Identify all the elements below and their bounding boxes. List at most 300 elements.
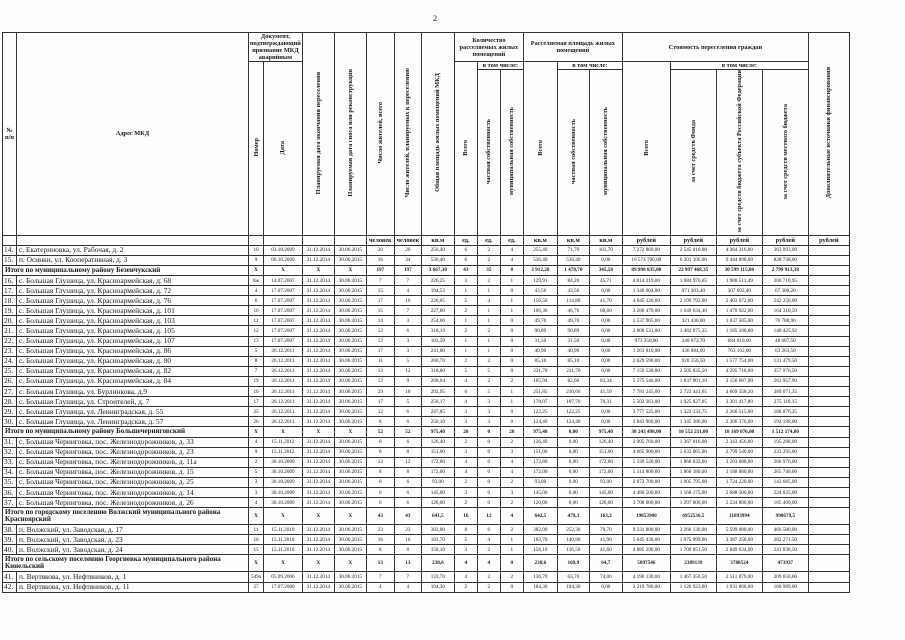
row-cell: 131 479,50 (762, 356, 808, 366)
row-cell: 41,70 (589, 296, 622, 306)
row-cell: 3 219 780,00 (622, 582, 670, 592)
table-row (3, 255, 850, 265)
row-cell: 2 (500, 498, 523, 508)
row-cell: 6 (394, 477, 421, 487)
row-cell: 1 931 868,00 (716, 582, 762, 592)
row-cell: 2 (477, 545, 500, 555)
row-cell: 16 (394, 296, 421, 306)
row-cell: 107,76 (557, 397, 589, 407)
row-cell: 2 (500, 572, 523, 582)
header-doc-number: Номер (249, 62, 264, 236)
row-cell: 292,95 (421, 387, 454, 397)
row-cell: 164 310,50 (762, 306, 808, 316)
row-address: с. Большая Черниговка, пос. Железнодорожников, д. 23 (17, 447, 249, 457)
row-cell: 0 (500, 326, 523, 336)
row-cell: 6 (394, 407, 421, 417)
row-cell: 2 (249, 457, 264, 467)
row-cell: 74,00 (589, 572, 622, 582)
row-cell: 48 667,50 (762, 336, 808, 346)
row-cell: 1 868 832,00 (670, 457, 716, 467)
row-address: с. Большая Глушица, ул. Бурлинкова, д.9 (17, 387, 249, 397)
row-address: с. Большая Глушица, ул. Строителей, д. 7 (17, 397, 249, 407)
row-cell (808, 545, 849, 555)
row-cell: 4 (454, 572, 477, 582)
row-number: 18. (3, 296, 17, 306)
row-cell: 226,05 (421, 296, 454, 306)
row-cell: 19 (249, 376, 264, 386)
row-cell: 31.12.2014 (302, 447, 334, 457)
row-cell: 41,60 (589, 545, 622, 555)
row-cell: 13 (394, 555, 421, 572)
table-row (3, 376, 850, 386)
row-cell: 12 (394, 366, 421, 376)
row-cell: 192 198,00 (762, 417, 808, 427)
row-cell: 536,40 (421, 255, 454, 265)
row-cell: 31.12.2014 (302, 467, 334, 477)
row-cell: 265 740,00 (762, 467, 808, 477)
row-cell: 194,53 (421, 286, 454, 296)
row-cell: 242 256,00 (762, 296, 808, 306)
row-cell: X (264, 508, 303, 525)
row-cell: 2 (454, 356, 477, 366)
row-cell: 241 838,50 (762, 545, 808, 555)
row-cell: 31.12.2014 (302, 326, 334, 336)
page-number: 2 (433, 14, 437, 23)
header-cost-total: Всего (622, 62, 670, 236)
row-cell: 4 (454, 376, 477, 386)
row-address: с. Большая Глушица, ул. Ленинградская, д. 57 (17, 417, 249, 427)
table-row (3, 316, 850, 326)
row-cell (808, 286, 849, 296)
row-cell: 5 (477, 366, 500, 376)
row-cell: 31.12.2014 (302, 255, 334, 265)
row-cell: 52 (366, 427, 394, 437)
row-cell: 1 709 851,50 (670, 545, 716, 555)
row-cell: 17.07.2007 (264, 326, 303, 336)
row-cell: 30.06.2015 (334, 417, 366, 427)
row-cell: 2 343 456,00 (716, 437, 762, 447)
row-cell: 4 (500, 255, 523, 265)
unit-cell: ед. (500, 235, 523, 245)
row-cell: 26.12.2011 (264, 376, 303, 386)
row-cell: 120,00 (523, 498, 557, 508)
row-cell: 5 599 088,00 (716, 525, 762, 535)
row-address: с. Большая Глушица, ул. Красноармейская, д. 82 (17, 366, 249, 376)
row-cell: 16 (394, 535, 421, 545)
row-number: 28. (3, 397, 17, 407)
row-cell: 124,40 (523, 417, 557, 427)
row-cell: 19853900 (622, 508, 670, 525)
row-cell: 05.09.2006 (264, 572, 303, 582)
row-cell: 12 (477, 508, 500, 525)
row-cell: 03.10.2009 (264, 245, 303, 255)
row-cell: 31.12.2014 (302, 582, 334, 592)
row-cell (808, 276, 849, 286)
row-cell: 4 (477, 296, 500, 306)
row-cell: 30.06.2015 (334, 316, 366, 326)
row-cell: 256,17 (421, 397, 454, 407)
row-cell: 79,70 (589, 525, 622, 535)
row-cell: 1 005 795,00 (670, 477, 716, 487)
row-cell: 5 (477, 387, 500, 397)
row-cell: 30.06.2015 (334, 346, 366, 356)
row-cell: 8 (366, 417, 394, 427)
row-cell: 40,90 (557, 346, 589, 356)
row-cell: 9 231 800,00 (622, 525, 670, 535)
row-cell: 2 (477, 276, 500, 286)
row-cell: 129,91 (523, 276, 557, 286)
unit-cell (334, 235, 366, 245)
unit-cell: кв.м (557, 235, 589, 245)
row-cell: 1 (454, 346, 477, 356)
row-cell: 1 126 923,00 (670, 582, 716, 592)
row-cell: 67 300,20 (762, 286, 808, 296)
row-cell: 17.07.2007 (264, 286, 303, 296)
row-cell: 4 364 316,00 (716, 245, 762, 255)
row-cell: 256,40 (421, 245, 454, 255)
row-cell: 2 799 540,00 (716, 447, 762, 457)
row-cell: 172,80 (589, 457, 622, 467)
row-cell: 971 303,40 (670, 286, 716, 296)
row-cell: 1 (500, 387, 523, 397)
row-cell: 31.12.2014 (302, 286, 334, 296)
row-cell: 6 301 106,00 (670, 255, 716, 265)
row-cell: X (264, 265, 303, 275)
row-cell: 0,00 (589, 316, 622, 326)
subtotal-label: Итого по муниципальному району Безенчукский (3, 265, 249, 275)
row-cell: 8 (500, 265, 523, 275)
header-count-municipal: муниципальная собственность (500, 70, 523, 236)
row-cell: 1 (477, 346, 500, 356)
row-cell: 0 (500, 286, 523, 296)
row-cell: 158,10 (523, 545, 557, 555)
row-cell: 1 345 386,00 (670, 417, 716, 427)
row-cell: 975,40 (421, 427, 454, 437)
unit-cell: ед. (477, 235, 500, 245)
row-cell (808, 316, 849, 326)
row-cell: 1 537 905,00 (622, 316, 670, 326)
row-cell: 182,70 (421, 535, 454, 545)
row-cell: 30.06.2015 (334, 457, 366, 467)
row-cell: 4 (454, 467, 477, 477)
row-cell: 12 (366, 407, 394, 417)
row-cell: 2 (477, 582, 500, 592)
table-row (3, 306, 850, 316)
row-cell: 4 (249, 437, 264, 447)
table-row (3, 356, 850, 366)
row-cell: 20 (366, 245, 394, 255)
unit-cell (3, 235, 17, 245)
row-cell (808, 397, 849, 407)
row-cell: 31.12.2014 (302, 397, 334, 407)
row-cell: 1 512 174,00 (762, 427, 808, 437)
row-cell: X (302, 555, 334, 572)
row-cell: 4 014 219,00 (622, 276, 670, 286)
row-cell: 2 (454, 437, 477, 447)
row-cell: 182,70 (523, 535, 557, 545)
row-address: п. Волжский, ул. Заводская, д. 17 (17, 525, 249, 535)
row-cell: 4 (394, 582, 421, 592)
row-cell: 3788524 (716, 555, 762, 572)
row-cell: 4 (249, 498, 264, 508)
row-cell: 1 297 800,00 (670, 498, 716, 508)
row-cell: 684 010,00 (716, 336, 762, 346)
row-cell: 11 (366, 356, 394, 366)
row-cell: 172,80 (421, 457, 454, 467)
row-cell: 29 (366, 387, 394, 397)
table-row (3, 286, 850, 296)
row-cell: 30.06.2015 (334, 245, 366, 255)
row-cell: 3 (500, 447, 523, 457)
header-cost-group: Стоимость переселения граждан (622, 33, 808, 62)
row-cell: 156,50 (523, 296, 557, 306)
row-cell: 27 (249, 582, 264, 592)
row-cell: 1 (477, 336, 500, 346)
row-cell: 3 286 470,00 (622, 306, 670, 316)
row-cell: 0,00 (589, 336, 622, 346)
row-cell: 4 (454, 555, 477, 572)
row-cell: 5 275 546,00 (622, 376, 670, 386)
row-cell: 1 984 976,65 (670, 276, 716, 286)
unit-cell (249, 235, 264, 245)
row-cell: 1 925 827,05 (670, 397, 716, 407)
row-cell: 6 (394, 417, 421, 427)
row-cell: 43,56 (557, 286, 589, 296)
table-row (3, 407, 850, 417)
row-cell: 93,00 (589, 477, 622, 487)
row-cell: 197 (366, 265, 394, 275)
row-cell: 238,6 (421, 555, 454, 572)
row-cell: 12 (394, 457, 421, 467)
row-cell: 421 438,00 (670, 316, 716, 326)
row-cell: 641,5 (421, 508, 454, 525)
row-cell: 12 (366, 336, 394, 346)
row-cell: 973 350,00 (622, 336, 670, 346)
row-cell: 31.12.2014 (302, 336, 334, 346)
row-number: 24. (3, 356, 17, 366)
row-cell: 90,89 (557, 326, 589, 336)
row-cell: 89 998 835,00 (622, 265, 670, 275)
row-cell: 5 (454, 366, 477, 376)
row-cell: 172,80 (523, 457, 557, 467)
row-cell: 31.12.2014 (302, 498, 334, 508)
row-cell: 231,70 (523, 366, 557, 376)
row-cell: 31.12.2014 (302, 487, 334, 497)
row-cell: 5 (249, 346, 264, 356)
row-cell: 5 502 363,00 (622, 397, 670, 407)
row-cell: 3 (477, 407, 500, 417)
row-cell: 3 (500, 487, 523, 497)
row-cell: X (302, 427, 334, 437)
table-row (3, 457, 850, 467)
row-cell: X (334, 265, 366, 275)
row-cell: 40,90 (523, 346, 557, 356)
row-cell: 49,70 (523, 316, 557, 326)
unit-cell (264, 235, 303, 245)
row-cell: 30.06.2015 (334, 525, 366, 535)
row-cell: 3 777 525,00 (622, 407, 670, 417)
table-row (3, 366, 850, 376)
row-cell: 1 467 350,50 (670, 572, 716, 582)
row-cell: 20 (500, 427, 523, 437)
row-cell: 85,10 (557, 356, 589, 366)
row-address: с. Большая Глушица, ул. Красноармейская, д. 72 (17, 286, 249, 296)
row-cell: X (334, 508, 366, 525)
table-row (3, 467, 850, 477)
row-cell: 114,80 (557, 296, 589, 306)
row-cell: 6 (394, 437, 421, 447)
row-cell: 0 (500, 336, 523, 346)
row-cell: 4 (477, 535, 500, 545)
row-cell: 71,70 (557, 245, 589, 255)
row-cell: 7 (394, 572, 421, 582)
row-cell: 14.07.2007 (264, 276, 303, 286)
row-cell (808, 407, 849, 417)
row-cell: 3 905 760,00 (622, 437, 670, 447)
row-cell (808, 376, 849, 386)
row-cell: 1 346 004,00 (622, 286, 670, 296)
row-address: с. Большая Глушица, ул. Красноармейская, д. 101 (17, 306, 249, 316)
row-cell: 178,07 (523, 397, 557, 407)
row-cell: 31.12.2014 (302, 545, 334, 555)
row-cell: 5 645 430,00 (622, 535, 670, 545)
row-cell: 64,7 (589, 555, 622, 572)
row-address: с. Большая Глушица, ул. Красноармейская, д. 76 (17, 296, 249, 306)
row-address: с. Большая Глушица, ул. Красноармейская, д. 86 (17, 346, 249, 356)
row-cell: 31.12.2014 (302, 477, 334, 487)
row-cell: 1 (500, 306, 523, 316)
row-cell: 163,2 (589, 508, 622, 525)
row-cell: 26.12.2011 (264, 417, 303, 427)
row-cell: 8 (366, 467, 394, 477)
row-cell: 52 (394, 427, 421, 437)
row-cell: 15 (249, 545, 264, 555)
row-cell: 30.06.2015 (334, 296, 366, 306)
unit-cell (302, 235, 334, 245)
table-row (3, 326, 850, 336)
row-cell: 5 (454, 535, 477, 545)
row-cell: 17.07.2007 (264, 336, 303, 346)
row-cell (808, 457, 849, 467)
row-number: 25. (3, 366, 17, 376)
row-cell: 9 (394, 376, 421, 386)
table-row (3, 447, 850, 457)
row-number: 41. (3, 572, 17, 582)
row-cell: 63 263,50 (762, 346, 808, 356)
row-cell: 12 (366, 326, 394, 336)
row-cell: 26.12.2011 (264, 366, 303, 376)
row-address: с. Екатериновка, ул. Рабочая, д. 2 (17, 245, 249, 255)
row-cell: 83,34 (589, 376, 622, 386)
row-cell: 15.11.2010 (264, 545, 303, 555)
row-number: 20. (3, 316, 17, 326)
row-address: п. Вертякова, ул. Нефтяников, д. 1 (17, 572, 249, 582)
row-cell: 41,59 (589, 387, 622, 397)
row-cell: 6 (394, 498, 421, 508)
row-cell: 266 976,00 (762, 457, 808, 467)
row-cell: 45,71 (589, 276, 622, 286)
row-cell: 30.06.2015 (334, 376, 366, 386)
row-cell: 1 837 901,10 (670, 376, 716, 386)
table-row (3, 276, 850, 286)
subtotal-row (3, 265, 850, 275)
row-cell: 26.12.2011 (264, 407, 303, 417)
row-cell: 382,00 (421, 525, 454, 535)
row-cell: 7 (249, 366, 264, 376)
row-cell: 2 306 376,00 (716, 417, 762, 427)
row-cell (808, 255, 849, 265)
row-cell: 30.06.2015 (334, 487, 366, 497)
row-cell: 0,00 (589, 346, 622, 356)
row-cell: 3 301 417,80 (716, 397, 762, 407)
row-cell: 8 (366, 447, 394, 457)
row-cell: 4 (394, 286, 421, 296)
row-number: 22. (3, 336, 17, 346)
row-cell: 2 511 879,00 (716, 572, 762, 582)
row-cell: 31.12.2014 (302, 437, 334, 447)
row-cell: 8 (249, 356, 264, 366)
row-cell: 6 (366, 498, 394, 508)
row-address: с. Большая Черниговка, пос. Железнодорожников, д. 26 (17, 498, 249, 508)
row-cell: 3 (454, 545, 477, 555)
subtotal-row (3, 427, 850, 437)
row-cell: 18 169 076,00 (716, 427, 762, 437)
row-cell: 30.06.2015 (334, 535, 366, 545)
header-area-private: частная собственность (557, 70, 589, 236)
row-cell: 8ж (249, 276, 264, 286)
row-cell: 920 356,50 (670, 356, 716, 366)
row-cell: 254,00 (421, 316, 454, 326)
row-cell: 31.12.2014 (302, 276, 334, 286)
row-cell: 13 (366, 555, 394, 572)
row-cell: 1 908 511,49 (716, 276, 762, 286)
row-cell: 4 (454, 457, 477, 467)
row-cell: 126,40 (523, 437, 557, 447)
table-row (3, 498, 850, 508)
row-cell: 0 (477, 467, 500, 477)
row-cell: 5897546 (622, 555, 670, 572)
row-cell: 642,5 (523, 508, 557, 525)
row-cell: 31.12.2014 (302, 296, 334, 306)
header-residents-total: Число жителей, всего (366, 33, 394, 236)
row-address: с. Большая Черниговка, пос. Железнодорожников, д. 11а (17, 457, 249, 467)
row-cell: 2 (477, 572, 500, 582)
row-cell: 2 (454, 477, 477, 487)
row-cell: 357 976,50 (762, 366, 808, 376)
row-cell: 247,85 (421, 407, 454, 417)
row-cell: 3 (454, 417, 477, 427)
row-cell: 266,70 (421, 356, 454, 366)
row-cell: 2 403 072,00 (716, 296, 762, 306)
row-cell: 3 (454, 276, 477, 286)
table-row (3, 346, 850, 356)
row-number: 16. (3, 276, 17, 286)
row-cell: 226,25 (421, 276, 454, 286)
row-cell: 06.10.2009 (264, 255, 303, 265)
row-cell: 3 843 960,00 (622, 417, 670, 427)
row-cell: 0,00 (557, 447, 589, 457)
row-cell: 251,85 (523, 387, 557, 397)
row-cell: 473937 (762, 555, 808, 572)
header-document: Документ, подтверждающий признание МКД аварийным (250, 33, 301, 61)
row-cell: 1 367 016,00 (670, 437, 716, 447)
row-cell: 5 (394, 397, 421, 407)
row-cell: 240 672,70 (670, 336, 716, 346)
header-cost-subject: за счет средств бюджета субъекта Российской Федерации (716, 70, 762, 236)
row-cell: 4 (477, 555, 500, 572)
header-cost-including: в том числе: (670, 62, 808, 70)
table-body (3, 245, 850, 592)
